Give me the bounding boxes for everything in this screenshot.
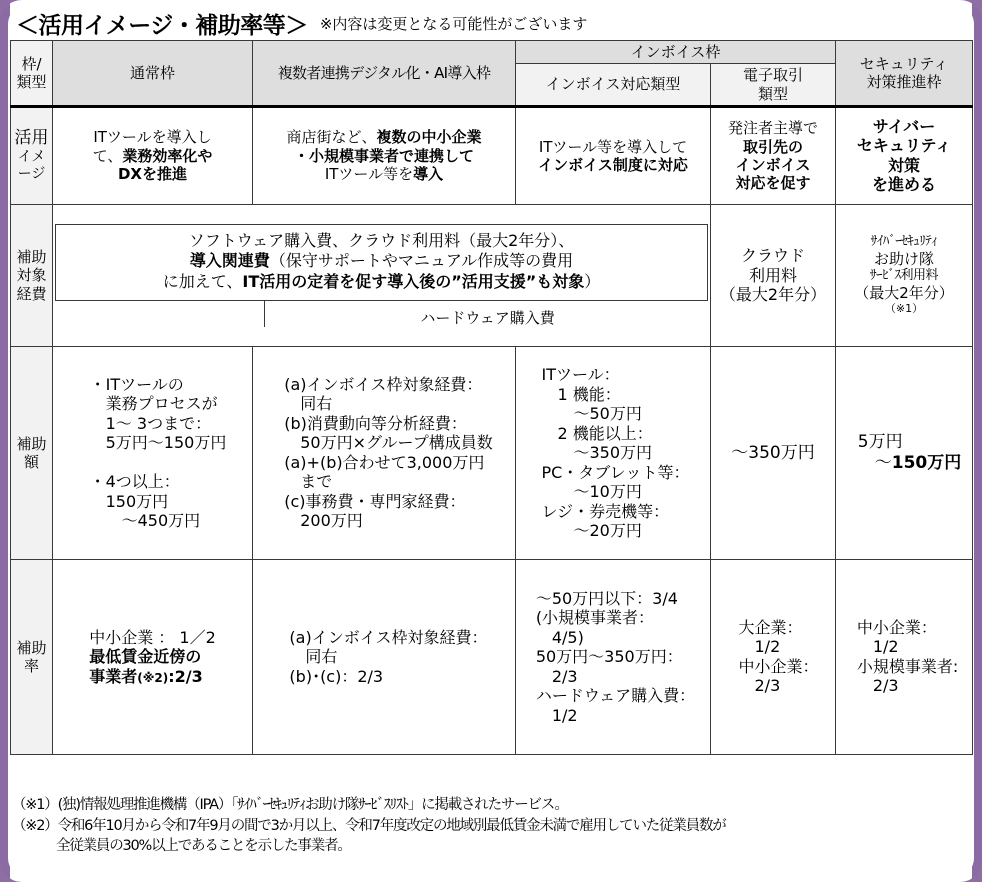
page-title (16, 8, 966, 38)
cell-eligible-costs-edi: クラウド 利用料 （最大2年分） (711, 204, 836, 346)
subsidy-table (10, 40, 973, 755)
table-row-subsidy-rate (11, 559, 973, 754)
table-header-row-1 (11, 41, 973, 64)
col-header-invoice-group: インボイス枠 (516, 41, 836, 64)
footnotes (10, 795, 972, 857)
col-header-security: セキュリティ 対策推進枠 (836, 41, 973, 107)
title-main-text: ＜活用イメージ・補助率等＞ (16, 12, 308, 39)
cell-amount-edi (711, 346, 836, 559)
col-header-multi: 複数者連携デジタル化・AI導入枠 (253, 41, 516, 107)
rowhead-usage: 活用 イメージ (11, 106, 53, 204)
table-row-eligible-costs (11, 204, 973, 346)
cell-eligible-costs-merged (53, 204, 711, 346)
rowhead-eligible-costs: 補助 対象 経費 (11, 204, 53, 346)
table-row-usage (11, 106, 973, 204)
footnote-1: （※1）(独)情報処理推進機構（IPA）「ｻｲﾊﾞｰｾｷｭﾘﾃｨお助け隊ｻｰﾋﾞｽﾘｽﾄ」に掲載されたサービス。 (12, 797, 568, 813)
rowhead-subsidy-amount: 補助額 (11, 346, 53, 559)
cell-usage-security: サイバー セキュリティ 対策 を進める (836, 106, 973, 204)
amount-edi-value: ～350万円 (731, 442, 815, 463)
col-header-invoice-support: インボイス対応類型 (516, 64, 711, 107)
cell-rate-invoice-support: ～50万円以下：3/4 (小規模事業者： 4/5) 50万円～350万円： 2/3 ハードウェア購入費： 1/2 (516, 559, 711, 754)
cell-amount-invoice-support: ITツール： 1 機能： ～50万円 2 機能以上： ～350万円 PC・タブレット等： ～10万円 レジ・券売機等： ～20万円 (516, 346, 711, 559)
cell-rate-security: 中小企業： 1/2 小規模事業者: 2/3 (836, 559, 973, 754)
cell-amount-normal: ・ITツールの 業務プロセスが 1～ 3つまで： 5万円～150万円 ・4つ以上： 150万円 ～450万円 (53, 346, 253, 559)
hardware-purchase-label: ハードウェア購入費 (264, 301, 710, 327)
hardware-split-row (53, 301, 710, 327)
corner-header: 枠/ 類型 (11, 41, 53, 107)
rowhead-subsidy-rate: 補助率 (11, 559, 53, 754)
col-header-normal: 通常枠 (53, 41, 253, 107)
cell-rate-normal: 中小企業 ： 1／2 最低賃金近傍の 事業者(※2):2/3 (53, 559, 253, 754)
title-note-text: ※内容は変更となる可能性がございます (319, 14, 588, 33)
cell-usage-normal: ITツールを導入し て、業務効率化や DXを推進 (53, 106, 253, 204)
cell-amount-security: 5万円 ～150万円 (836, 346, 973, 559)
cell-amount-multi: (a)インボイス枠対象経費： 同右 (b)消費動向等分析経費： 50万円×グループ構成員数 (a)+(b)合わせて3,000万円 まで (c)事務費・専門家経費： 200万円 (253, 346, 516, 559)
cell-rate-multi: (a)インボイス枠対象経費： 同右 (b)･(c)：2/3 (253, 559, 516, 754)
col-header-edi: 電子取引 類型 (711, 64, 836, 107)
cell-usage-multi: 商店街など、複数の中小企業 ・小規模事業者で連携して ITツール等を導入 (253, 106, 516, 204)
eligible-costs-box: ソフトウェア購入費、クラウド利用料（最大2年分）、 導入関連費（保守サポートやマニュアル作成等の費用 に加えて、IT活用の定着を促す導入後の”活用支援”も対象） (55, 224, 708, 301)
cell-eligible-costs-security: ｻｲﾊﾞｰｾｷｭﾘﾃｨ お助け隊 ｻｰﾋﾞｽ利用料 （最大2年分） （※1） (836, 204, 973, 346)
cell-usage-edi: 発注者主導で 取引先の インボイス 対応を促す (711, 106, 836, 204)
cell-rate-edi: 大企業： 1/2 中小企業： 2/3 (711, 559, 836, 754)
cell-usage-invoice-support: ITツール等を導入して インボイス制度に対応 (516, 106, 711, 204)
footnote-2-line-1: （※2）令和6年10月から令和7年9月の間で3か月以上、令和7年度改定の地域別最低賃金未満で雇用していた従業員数が (12, 817, 726, 834)
footnote-2-line-2: 全従業員の30%以上であることを示した事業者。 (56, 838, 351, 855)
table-row-subsidy-amount (11, 346, 973, 559)
hardware-blank-left (53, 301, 264, 327)
